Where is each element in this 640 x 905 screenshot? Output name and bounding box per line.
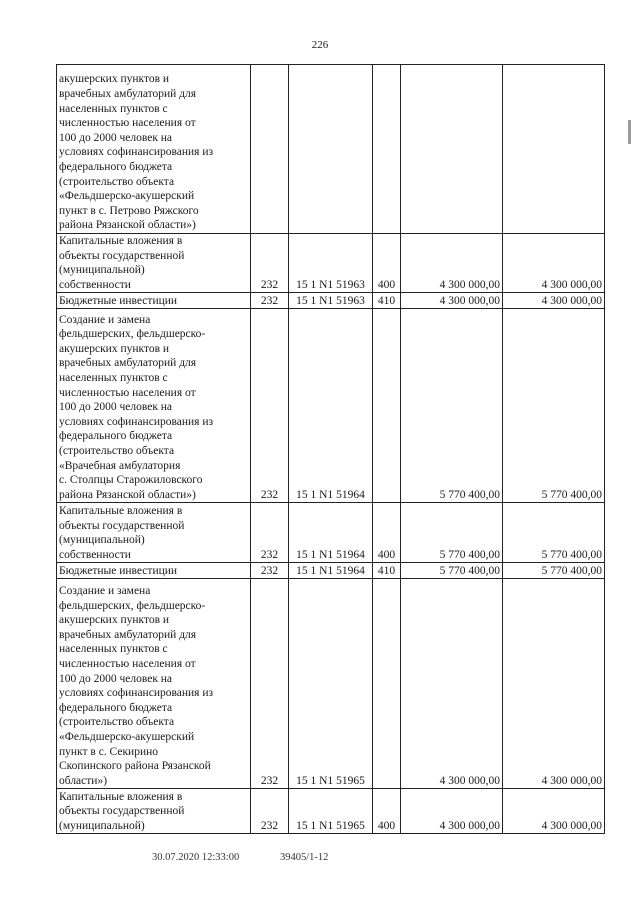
- code-cell: 232: [251, 563, 289, 579]
- table-row: [57, 503, 605, 563]
- sum2-cell: 5 770 400,00: [503, 503, 605, 563]
- sum2-cell: 4 300 000,00: [503, 789, 605, 834]
- code-cell: 232: [251, 234, 289, 293]
- article-cell: 15 1 N1 51965: [289, 789, 373, 834]
- row-name-cell: Капитальные вложения в объекты государственной (муниципальной): [57, 789, 251, 834]
- footer-doc-code: 39405/1-12: [280, 852, 329, 863]
- row-name-cell: акушерских пунктов и врачебных амбулаторий для населенных пунктов с численностью населения от 100 до 2000 человек на условиях софинансирования из федерального бюджета (строительство объекта «Фельдшерско-акушерский пункт в с. Петрово Ряжского района Рязанской области»): [57, 65, 251, 234]
- code-cell: 232: [251, 789, 289, 834]
- code-cell: 232: [251, 309, 289, 503]
- code-cell: 232: [251, 293, 289, 309]
- row-name-cell: Создание и замена фельдшерских, фельдшерско- акушерских пунктов и врачебных амбулаторий для населенных пунктов с численностью населения от 100 до 2000 человек на условиях софинансирования из федерального бюджета (строительство объекта «Врачебная амбулатория с. Столпцы Старожиловского района Рязанской области»): [57, 309, 251, 503]
- table-row: [57, 309, 605, 503]
- type-cell: [373, 309, 401, 503]
- sum2-cell: 5 770 400,00: [503, 309, 605, 503]
- article-cell: 15 1 N1 51963: [289, 234, 373, 293]
- type-cell: 400: [373, 789, 401, 834]
- type-cell: 410: [373, 293, 401, 309]
- table-row: [57, 789, 605, 834]
- sum1-cell: 4 300 000,00: [401, 293, 503, 309]
- article-cell: 15 1 N1 51964: [289, 563, 373, 579]
- type-cell: 400: [373, 234, 401, 293]
- type-cell: 400: [373, 503, 401, 563]
- table-row: [57, 579, 605, 789]
- scan-edge-mark: [628, 120, 631, 144]
- table-row: [57, 563, 605, 579]
- row-name-cell: Бюджетные инвестиции: [57, 293, 251, 309]
- sum1-cell: 5 770 400,00: [401, 503, 503, 563]
- article-cell: [289, 65, 373, 234]
- table-row: [57, 293, 605, 309]
- type-cell: [373, 579, 401, 789]
- type-cell: [373, 65, 401, 234]
- row-name-cell: Капитальные вложения в объекты государственной (муниципальной) собственности: [57, 234, 251, 293]
- type-cell: 410: [373, 563, 401, 579]
- sum1-cell: [401, 65, 503, 234]
- table-row: [57, 65, 605, 234]
- sum1-cell: 4 300 000,00: [401, 789, 503, 834]
- footer-timestamp: 30.07.2020 12:33:00: [152, 852, 240, 863]
- table-row: [57, 234, 605, 293]
- article-cell: 15 1 N1 51965: [289, 579, 373, 789]
- sum2-cell: 4 300 000,00: [503, 234, 605, 293]
- article-cell: 15 1 N1 51964: [289, 309, 373, 503]
- sum2-cell: 4 300 000,00: [503, 293, 605, 309]
- sum1-cell: 5 770 400,00: [401, 309, 503, 503]
- sum1-cell: 5 770 400,00: [401, 563, 503, 579]
- row-name-cell: Капитальные вложения в объекты государственной (муниципальной) собственности: [57, 503, 251, 563]
- row-name-cell: Создание и замена фельдшерских, фельдшерско- акушерских пунктов и врачебных амбулаторий для населенных пунктов с численностью населения от 100 до 2000 человек на условиях софинансирования из федерального бюджета (строительство объекта «Фельдшерско-акушерский пункт в с. Секирино Скопинского района Рязанской области»): [57, 579, 251, 789]
- row-name-cell: Бюджетные инвестиции: [57, 563, 251, 579]
- sum2-cell: [503, 65, 605, 234]
- article-cell: 15 1 N1 51964: [289, 503, 373, 563]
- page-number: 226: [311, 39, 329, 51]
- sum2-cell: 5 770 400,00: [503, 563, 605, 579]
- sum1-cell: 4 300 000,00: [401, 234, 503, 293]
- sum2-cell: 4 300 000,00: [503, 579, 605, 789]
- sum1-cell: 4 300 000,00: [401, 579, 503, 789]
- code-cell: 232: [251, 579, 289, 789]
- code-cell: 232: [251, 503, 289, 563]
- budget-table: [56, 64, 605, 834]
- article-cell: 15 1 N1 51963: [289, 293, 373, 309]
- code-cell: [251, 65, 289, 234]
